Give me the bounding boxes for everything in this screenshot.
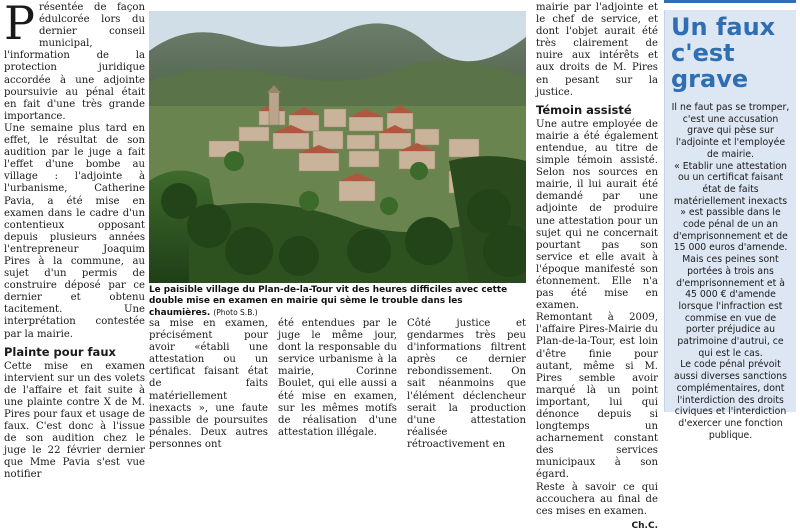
article-paragraph: Remontant à 2009, l'affaire Pires-Mairie du Plan-de-la-Tour, est loin d'être finie pour autant, même si M. Pires semble avoir marqué là un point important, lui qui dénonce depuis si longtemps un acharnement constant des services municipaux à son égard. xyxy=(536,312,658,481)
village-photo xyxy=(149,11,526,283)
article-paragraph: sa mise en examen, précisément pour avoir «établi une attestation ou un certificat faisant état de faits matériellement inexacts », une faute passible de poursuites pénales. Deux autres personnes ont xyxy=(149,318,268,450)
photo-caption xyxy=(149,285,526,319)
article-column-2 xyxy=(149,318,268,451)
article-paragraph: mairie par l'adjointe et le chef de service, et dont l'objet aurait été très clairement de nuire aux intérêts et aux droits de M. Pires en pesant sur la justice. xyxy=(536,2,658,98)
article-paragraph: Une autre employée de mairie a été également entendue, au titre de simple témoin assisté. Selon nos sources en mairie, il lui aurait été demandé par une adjointe de produire une attestation pour un sujet qui ne concernait pourtant pas son service et elle avait à l'époque manifesté son étonnement. Elle n'a pas été mise en examen. xyxy=(536,118,658,312)
article-paragraph: Reste à savoir ce qui accouchera au final de ces mises en examen. xyxy=(536,481,658,517)
sidebar-paragraph: Il ne faut pas se tromper, c'est une accusation grave qui pèse sur l'adjointe et l'employée de mairie. xyxy=(671,102,790,160)
sidebar-paragraph: « Etablir une attestation ou un certificat faisant état de faits matériellement inexacts » est passible dans le code pénal de un an d'emprisonnement et de 15 000 euros d'amende. Mais ces peines sont portées à trois ans d'emprisonnement et à 45 000 € d'amende lorsque l'infraction est commise en vue de porter préjudice au patrimoine d'autrui, ce qui est le cas. xyxy=(673,160,788,359)
subhead-temoin: Témoin assisté xyxy=(536,102,632,117)
sidebar-paragraph: Le code pénal prévoit aussi diverses sanctions complémentaires, dont l'interdiction des droits civiques et l'interdiction d'exercer une fonction publique. xyxy=(674,359,787,441)
article-paragraph: Cette mise en examen intervient sur un des volets de l'affaire et fait suite à une plainte contre X de M. Pires pour faux et usage de faux. C'est donc à l'issue de son audition chez le juge le 22 février dernier que Mme Pavia s'est vue notifier xyxy=(4,360,145,481)
article-column-5 xyxy=(536,2,658,532)
sidebar-box xyxy=(664,10,796,441)
article-column-4 xyxy=(407,318,526,451)
article-paragraph: été entendues par le juge le même jour, dont la responsable du service urbanisme à la mairie, Corinne Boulet, qui elle aussi a été mise en examen, sur les mêmes motifs de réalisation d'une attestation illégale. xyxy=(278,318,397,438)
sidebar-body xyxy=(665,92,796,441)
photo-credit: (Photo S.B.) xyxy=(213,308,258,317)
article-paragraph: Une semaine plus tard en effet, le résultat de son audition par le juge a fait l'effet d'une bombe au village : l'adjointe à l'urbanisme, Catherine Pavia, a été mise en examen dans le cadre d'un contentieux opposant depuis plusieurs années l'entrepreneur Joaquim Pires à la commune, au sujet d'un permis de construire déposé par ce dernier et obtenu tacitement. Une interprétation contestée par la mairie. xyxy=(4,122,145,340)
article-column-1 xyxy=(4,2,145,482)
author-signature: Ch.C. xyxy=(631,520,658,531)
drop-cap: P xyxy=(4,0,35,50)
article-paragraph: Côté justice et gendarmes très peu d'informations filtrent après ce dernier rebondissement. On sait néanmoins que l'élément déclencheur serait la production d'une attestation réalisée rétroactivement en xyxy=(407,318,526,450)
article-intro: résentée de façon édulcorée lors du dernier conseil municipal, l'information de la protection juridique accordée à une adjointe poursuivie au pénal était en fait d'une très grande importance. xyxy=(4,2,145,122)
article-column-3 xyxy=(278,318,397,439)
sidebar-top-rule xyxy=(664,0,796,3)
subhead-plainte: Plainte pour faux xyxy=(4,344,116,359)
sidebar-title: Un faux c'est grave xyxy=(671,13,776,93)
caption-text: Le paisible village du Plan-de-la-Tour vit des heures difficiles avec cette double mise en examen en mairie qui sème le trouble dans les chaumières. xyxy=(149,285,508,318)
